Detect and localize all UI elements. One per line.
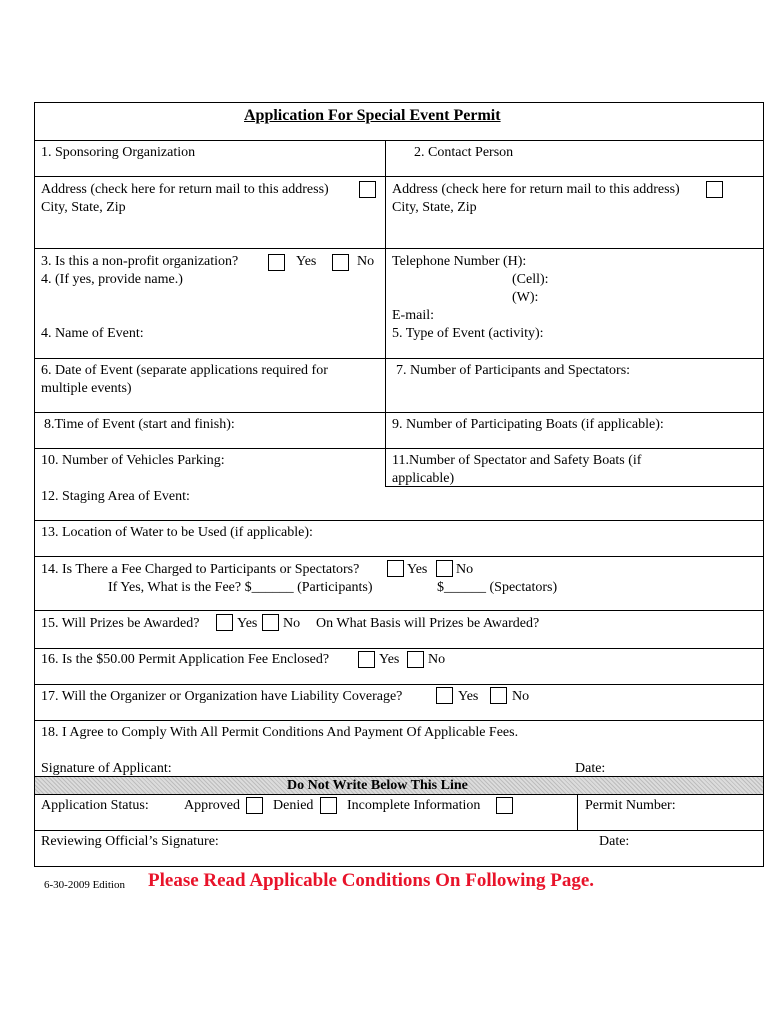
non-profit-yes-label: Yes [296, 254, 317, 269]
approved-checkbox[interactable] [246, 797, 263, 814]
agreement-statement: 18. I Agree to Comply With All Permit Conditions And Payment Of Applicable Fees. [41, 725, 519, 740]
liability-no-checkbox[interactable] [490, 687, 507, 704]
row-divider [34, 140, 764, 141]
row-divider [34, 720, 764, 721]
event-date-label-line1: 6. Date of Event (separate applications required for [41, 363, 328, 378]
edition-label: 6-30-2009 Edition [44, 879, 125, 891]
sponsoring-organization-label: 1. Sponsoring Organization [41, 145, 196, 160]
contact-person-label: 2. Contact Person [414, 145, 514, 160]
water-location-label: 13. Location of Water to be Used (if applicable): [41, 525, 313, 540]
fee-enclosed-yes-checkbox[interactable] [358, 651, 375, 668]
fee-participants-label: If Yes, What is the Fee? $______ (Participants) [108, 580, 373, 595]
row-divider [34, 358, 764, 359]
fee-yes-label: Yes [407, 562, 428, 577]
row-divider [34, 412, 764, 413]
address-right-label: Address (check here for return mail to this address) [392, 182, 680, 197]
spectator-boats-label-line2: applicable) [392, 471, 455, 486]
telephone-work-label: (W): [512, 290, 539, 305]
row-divider [34, 448, 764, 449]
non-profit-name-label: 4. (If yes, provide name.) [41, 272, 183, 287]
fee-enclosed-question: 16. Is the $50.00 Permit Application Fee Enclosed? [41, 652, 330, 667]
city-state-zip-left-label: City, State, Zip [41, 200, 126, 215]
denied-checkbox[interactable] [320, 797, 337, 814]
row-divider [34, 556, 764, 557]
prizes-no-label: No [283, 616, 301, 631]
fee-no-checkbox[interactable] [436, 560, 453, 577]
form-border-bottom [34, 866, 764, 867]
signature-label: Signature of Applicant: [41, 761, 172, 776]
form-border-top [34, 102, 764, 103]
prizes-yes-checkbox[interactable] [216, 614, 233, 631]
event-date-label-line2: multiple events) [41, 381, 132, 396]
non-profit-question: 3. Is this a non-profit organization? [41, 254, 239, 269]
return-mail-checkbox-left[interactable] [359, 181, 376, 198]
prizes-no-checkbox[interactable] [262, 614, 279, 631]
row-divider [34, 648, 764, 649]
event-time-label: 8.Time of Event (start and finish): [44, 417, 235, 432]
form-title: Application For Special Event Permit [244, 107, 501, 124]
fee-spectators-label: $______ (Spectators) [437, 580, 558, 595]
row-divider [34, 684, 764, 685]
telephone-cell-label: (Cell): [512, 272, 549, 287]
spectator-boats-label-line1: 11.Number of Spectator and Safety Boats (if [392, 453, 642, 468]
fee-enclosed-yes-label: Yes [379, 652, 400, 667]
row-divider [34, 830, 764, 831]
city-state-zip-right-label: City, State, Zip [392, 200, 477, 215]
column-divider [385, 140, 386, 486]
address-left-label: Address (check here for return mail to this address) [41, 182, 329, 197]
liability-question: 17. Will the Organizer or Organization have Liability Coverage? [41, 689, 403, 704]
column-divider [577, 794, 578, 830]
official-signature-label: Reviewing Official’s Signature: [41, 834, 219, 849]
participants-spectators-label: 7. Number of Participants and Spectators: [396, 363, 631, 378]
non-profit-no-label: No [357, 254, 375, 269]
permit-number-label: Permit Number: [585, 798, 676, 813]
non-profit-yes-checkbox[interactable] [268, 254, 285, 271]
fee-yes-checkbox[interactable] [387, 560, 404, 577]
row-divider [34, 794, 764, 795]
approved-label: Approved [184, 798, 240, 813]
row-divider [34, 610, 764, 611]
vehicles-parking-label: 10. Number of Vehicles Parking: [41, 453, 225, 468]
row-divider [34, 248, 764, 249]
denied-label: Denied [273, 798, 314, 813]
row-divider [34, 520, 764, 521]
fee-no-label: No [456, 562, 474, 577]
incomplete-checkbox[interactable] [496, 797, 513, 814]
non-profit-no-checkbox[interactable] [332, 254, 349, 271]
do-not-write-label: Do Not Write Below This Line [287, 778, 468, 793]
form-border-left [34, 102, 35, 867]
prizes-yes-label: Yes [237, 616, 258, 631]
return-mail-checkbox-right[interactable] [706, 181, 723, 198]
participating-boats-label: 9. Number of Participating Boats (if applicable): [392, 417, 664, 432]
liability-yes-checkbox[interactable] [436, 687, 453, 704]
row-divider [34, 176, 764, 177]
signature-date-label: Date: [575, 761, 606, 776]
liability-no-label: No [512, 689, 530, 704]
liability-yes-label: Yes [458, 689, 479, 704]
form-border-right [763, 102, 764, 867]
official-date-label: Date: [599, 834, 630, 849]
conditions-notice: Please Read Applicable Conditions On Following Page. [148, 870, 595, 891]
telephone-home-label: Telephone Number (H): [392, 254, 527, 269]
fee-enclosed-no-label: No [428, 652, 446, 667]
prizes-basis-label: On What Basis will Prizes be Awarded? [316, 616, 540, 631]
email-label: E-mail: [392, 308, 434, 323]
staging-area-label: 12. Staging Area of Event: [41, 489, 190, 504]
fee-enclosed-no-checkbox[interactable] [407, 651, 424, 668]
fee-question: 14. Is There a Fee Charged to Participants or Spectators? [41, 562, 360, 577]
incomplete-label: Incomplete Information [347, 798, 481, 813]
event-type-label: 5. Type of Event (activity): [392, 326, 544, 341]
application-status-label: Application Status: [41, 798, 149, 813]
prizes-question: 15. Will Prizes be Awarded? [41, 616, 200, 631]
event-name-label: 4. Name of Event: [41, 326, 144, 341]
